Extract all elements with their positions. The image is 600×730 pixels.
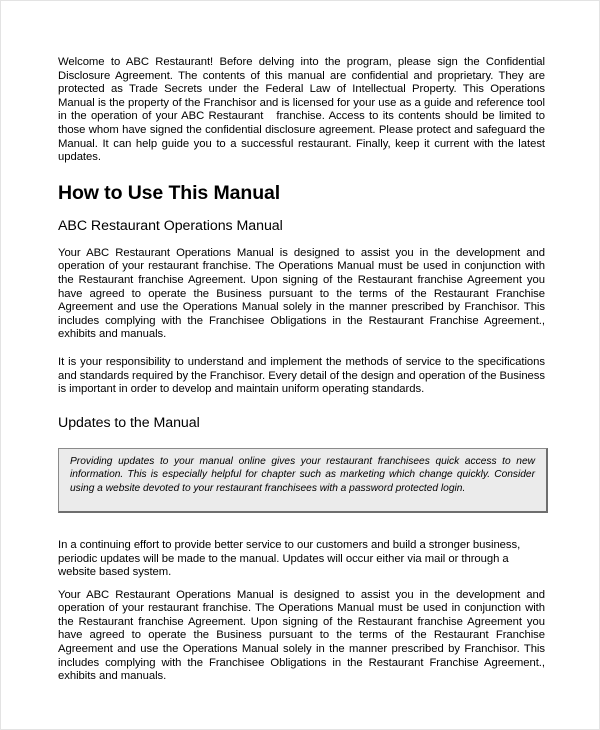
paragraph-designed-to-assist-repeat: Your ABC Restaurant Operations Manual is designed to assist you in the development and operation of your restaurant franchise. The Operations Manual must be used in conjunction with the Restaurant franchise Agreement. Upon signing of the Restaurant franchise Agreement you have agreed to operate the Business pursuant to the terms of the Restaurant Franchise Agreement and use the Operations Manual solely in the manner prescribed by Franchisor. This includes complying with the Franchisee Obligations in the Restaurant Franchise Agreement., exhibits and manuals. — [58, 588, 549, 683]
heading-updates-to-the-manual: Updates to the Manual — [58, 414, 200, 431]
paragraph-designed-to-assist: Your ABC Restaurant Operations Manual is designed to assist you in the development and operation of your restaurant franchise. The Operations Manual must be used in conjunction with the Restaurant franchise Agreement. Upon signing of the Restaurant franchise Agreement you have agreed to operate the Business pursuant to the terms of the Restaurant Franchise Agreement and use the Operations Manual solely in the manner prescribed by Franchisor. This includes complying with the Franchisee Obligations in the Restaurant Franchise Agreement., exhibits and manuals. — [58, 246, 549, 341]
heading-abc-restaurant-operations-manual: ABC Restaurant Operations Manual — [58, 217, 283, 234]
callout-online-updates-text: Providing updates to your manual online gives your restaurant franchisees quick access to new information. This is especially helpful for chapter such as marketing which change quickly. Consider using a website devoted to your restaurant franchisees with a password protected login. — [70, 455, 538, 494]
heading-how-to-use-this-manual: How to Use This Manual — [58, 181, 281, 204]
callout-box — [58, 448, 548, 513]
paragraph-continuing-effort: In a continuing effort to provide better service to our customers and build a stronger business, periodic updates will be made to the manual. Updates will occur either via mail or through a website based system. — [58, 538, 524, 579]
document-content — [58, 56, 549, 693]
paragraph-responsibility: It is your responsibility to understand and implement the methods of service to the specifications and standards required by the Franchisor. Every detail of the design and operation of the Business is important in order to develop and maintain uniform operating standards. — [58, 355, 549, 396]
intro-paragraph: Welcome to ABC Restaurant! Before delving into the program, please sign the Confidential Disclosure Agreement. The contents of this manual are confidential and proprietary. They are protected as Trade Secrets under the Federal Law of Intellectual Property. This Operations Manual is the property of the Franchisor and is licensed for your use as a guide and reference tool in the operation of your ABC Restaurant franchise. Access to its contents should be limited to those whom have signed the confidential disclosure agreement. Please protect and safeguard the Manual. It can help guide you to a successful restaurant. Finally, keep it current with the latest updates. — [58, 56, 549, 164]
